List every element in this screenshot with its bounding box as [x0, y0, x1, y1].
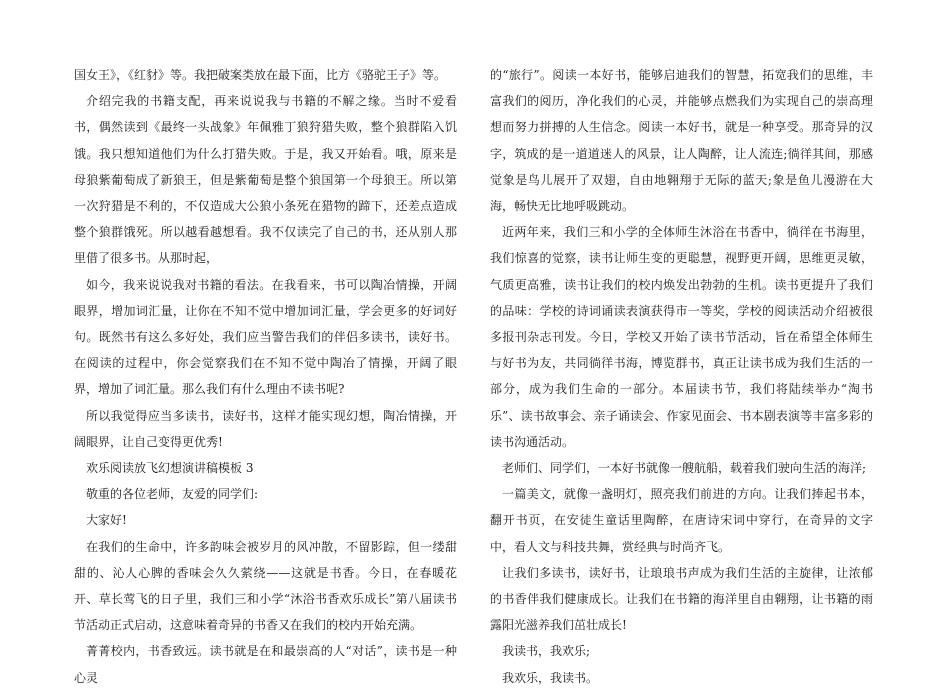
right-text-column — [490, 62, 873, 691]
section-heading: 欢乐阅读放飞幻想演讲稿模板 3 — [86, 461, 254, 476]
paragraph: 的“旅行”。阅读一本好书，能够启迪我们的智慧，拓宽我们的思维，丰富我们的阅历，净化我们的心灵，并能够点燃我们为实现自己的崇高理想而努力拼搏的人生信念。阅读一本好书，就是一种享受。那奇异的汉字，筑成的是一道道迷人的风景，让人陶醉，让人流连;徜徉其间，那感觉象是鸟儿展开了双翅，自由地翱翔于无际的蓝天;象是鱼儿漫游在大海，畅快无比地呼吸跳动。 — [490, 68, 873, 214]
paragraph: 国女王》，《红豺》等。我把破案类放在最下面，比方《骆驼王子》等。 — [74, 68, 447, 82]
salutation: 敬重的各位老师，友爱的同学们: — [86, 487, 259, 502]
paragraph: 一篇美文，就像一盏明灯，照亮我们前进的方向。让我们捧起书本，翻开书页，在安徒生童话里陶醉，在唐诗宋词中穿行，在奇异的文字中，看人文与科技共舞，赏经典与时尚齐飞。 — [490, 487, 873, 554]
paragraph: 老师们、同学们，一本好书就像一艘航船，载着我们驶向生活的海洋; — [502, 461, 867, 476]
closing-line: 我欢乐，我读书。 — [502, 670, 599, 685]
paragraph: 如今，我来说说我对书籍的看法。在我看来，书可以陶冶情操，开阔眼界，增加词汇量，让你在不知不觉中增加词汇量，学会更多的好词好句。既然书有这么多好处，我们应当警告我们的伴侣多读书，读好书。在阅读的过程中，你会觉察我们在不知不觉中陶冶了情操，开阔了眼界，增加了词汇量。那么我们有什么理由不读书呢? — [74, 277, 457, 397]
paragraph: 介绍完我的书籍支配，再来说说我与书籍的不解之缘。当时不爱看书，偶然读到《最终一头战象》年佩雅丁狼狩猎失败，整个狼群陷入饥饿。我只想知道他们为什么打猎失败。于是，我又开始看。哦，原来是母狼紫葡萄成了新狼王，但是紫葡萄是整个狼国第一个母狼王。所以第一次狩猎是不利的，不仅造成大公狼小条死在猎物的蹄下，还差点造成整个狼群饿死。所以越看越想看。我不仅读完了自己的书，还从别人那里借了很多书。从那时起， — [74, 94, 457, 266]
paragraph: 在我们的生命中，许多韵味会被岁月的风冲散，不留影踪，但一缕甜甜的、沁人心脾的香味会久久萦绕——这就是书香。今日，在春暖花开、草长莺飞的日子里，我们三和小学“沐浴书香欢乐成长”第八届读书节活动正式启动，这意味着奇异的书香又在我们的校内开始充满。 — [74, 539, 457, 633]
closing-line: 我读书，我欢乐; — [502, 644, 591, 659]
paragraph: 菁菁校内，书香致远。读书就是在和最崇高的人“对话”，读书是一种心灵 — [74, 644, 457, 685]
paragraph: 近两年来，我们三和小学的全体师生沐浴在书香中，徜徉在书海里，我们惊喜的觉察，读书让师生变的更聪慧，视野更开阔，思维更灵敏，气质更高雅，读书让我们的校内焕发出勃勃的生机。读书更提升了我们的品味：学校的诗词诵读表演获得市一等奖，学校的阅读活动介绍被很多报刊杂志刊发。今日，学校又开始了读书节活动，旨在希望全体师生与好书为友，共同徜徉书海，博览群书，真正让读书成为我们生活的一部分，成为我们生命的一部分。本届读书节，我们将陆续举办“淘书乐”、读书故事会、亲子诵读会、作家见面会、书本剧表演等丰富多彩的读书沟通活动。 — [490, 225, 873, 449]
paragraph: 让我们多读书，读好书，让琅琅书声成为我们生活的主旋律，让浓郁的书香伴我们健康成长。让我们在书籍的海洋里自由翱翔，让书籍的雨露阳光滋养我们茁壮成长! — [490, 565, 873, 633]
paragraph: 所以我觉得应当多读书，读好书，这样才能实现幻想，陶冶情操，开阔眼界，让自己变得更优秀! — [74, 408, 457, 449]
left-text-column — [74, 62, 457, 691]
greeting: 大家好! — [86, 513, 127, 528]
